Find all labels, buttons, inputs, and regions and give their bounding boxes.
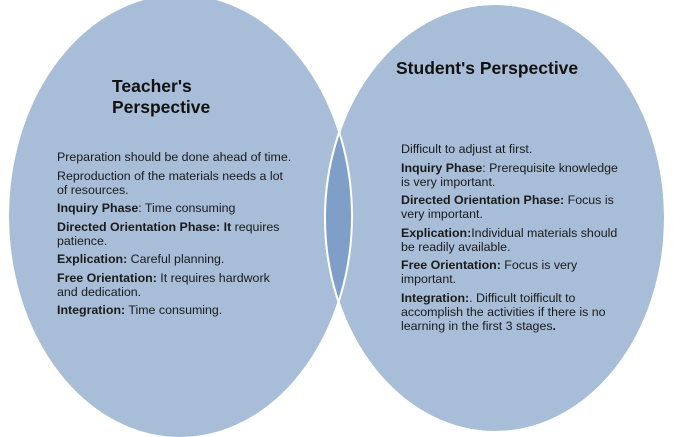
teacher-title-line1: Teacher's: [112, 76, 192, 96]
teacher-title-line2: Perspective: [112, 97, 211, 117]
student-item-label: Integration:: [401, 290, 470, 305]
student-item-4: [401, 258, 621, 286]
student-item-label: Explication:: [401, 225, 472, 240]
student-item-text: : Prerequisite knowledge is very important.: [401, 160, 618, 189]
student-title-text: Student's Perspective: [396, 58, 579, 78]
student-item-2: [401, 193, 621, 221]
teacher-item-label: Integration:: [57, 303, 126, 317]
teacher-list: [57, 150, 293, 322]
student-item-1: [401, 161, 621, 189]
teacher-item-text: Preparation should be done ahead of time.: [57, 150, 292, 164]
student-item-label: Inquiry Phase: [401, 160, 483, 175]
teacher-item-1: [57, 169, 293, 197]
teacher-item-5: [57, 271, 293, 299]
student-item-text: Individual materials should be readily available.: [401, 225, 618, 254]
student-title: [396, 58, 578, 79]
teacher-item-label: Explication:: [57, 252, 128, 266]
student-item-label: Free Orientation:: [401, 258, 501, 272]
teacher-item-label: Inquiry Phase: [57, 201, 139, 215]
teacher-item-text: It requires hardwork and dedication.: [57, 270, 270, 299]
teacher-item-text: : Time consuming: [138, 201, 236, 215]
student-item-3: [401, 226, 621, 254]
teacher-item-text: requires patience.: [57, 219, 280, 248]
student-item-suffix: .: [552, 318, 556, 333]
teacher-item-text: Time consuming.: [125, 303, 223, 317]
student-list: [401, 142, 621, 337]
teacher-item-3: [57, 220, 293, 248]
student-item-0: [401, 142, 621, 156]
teacher-item-text: Reproduction of the materials needs a lot of resources.: [57, 168, 283, 197]
teacher-item-text: Careful planning.: [127, 252, 225, 266]
student-item-5: [401, 291, 621, 333]
student-item-text: Focus is very important.: [401, 193, 614, 221]
student-item-text: . Difficult toifficult to accomplish the activities if there is no learning in the first 3 stages: [401, 290, 606, 333]
teacher-item-2: [57, 201, 293, 215]
teacher-title: [112, 76, 210, 118]
student-item-label: Directed Orientation Phase:: [401, 193, 565, 207]
student-item-text: Focus is very important.: [401, 258, 578, 286]
teacher-item-0: [57, 150, 293, 164]
teacher-item-label: Directed Orientation Phase: It: [57, 219, 232, 234]
teacher-item-label: Free Orientation:: [57, 270, 157, 285]
teacher-item-4: [57, 252, 293, 266]
teacher-item-6: [57, 303, 293, 317]
student-item-text: Difficult to adjust at first.: [401, 142, 533, 156]
